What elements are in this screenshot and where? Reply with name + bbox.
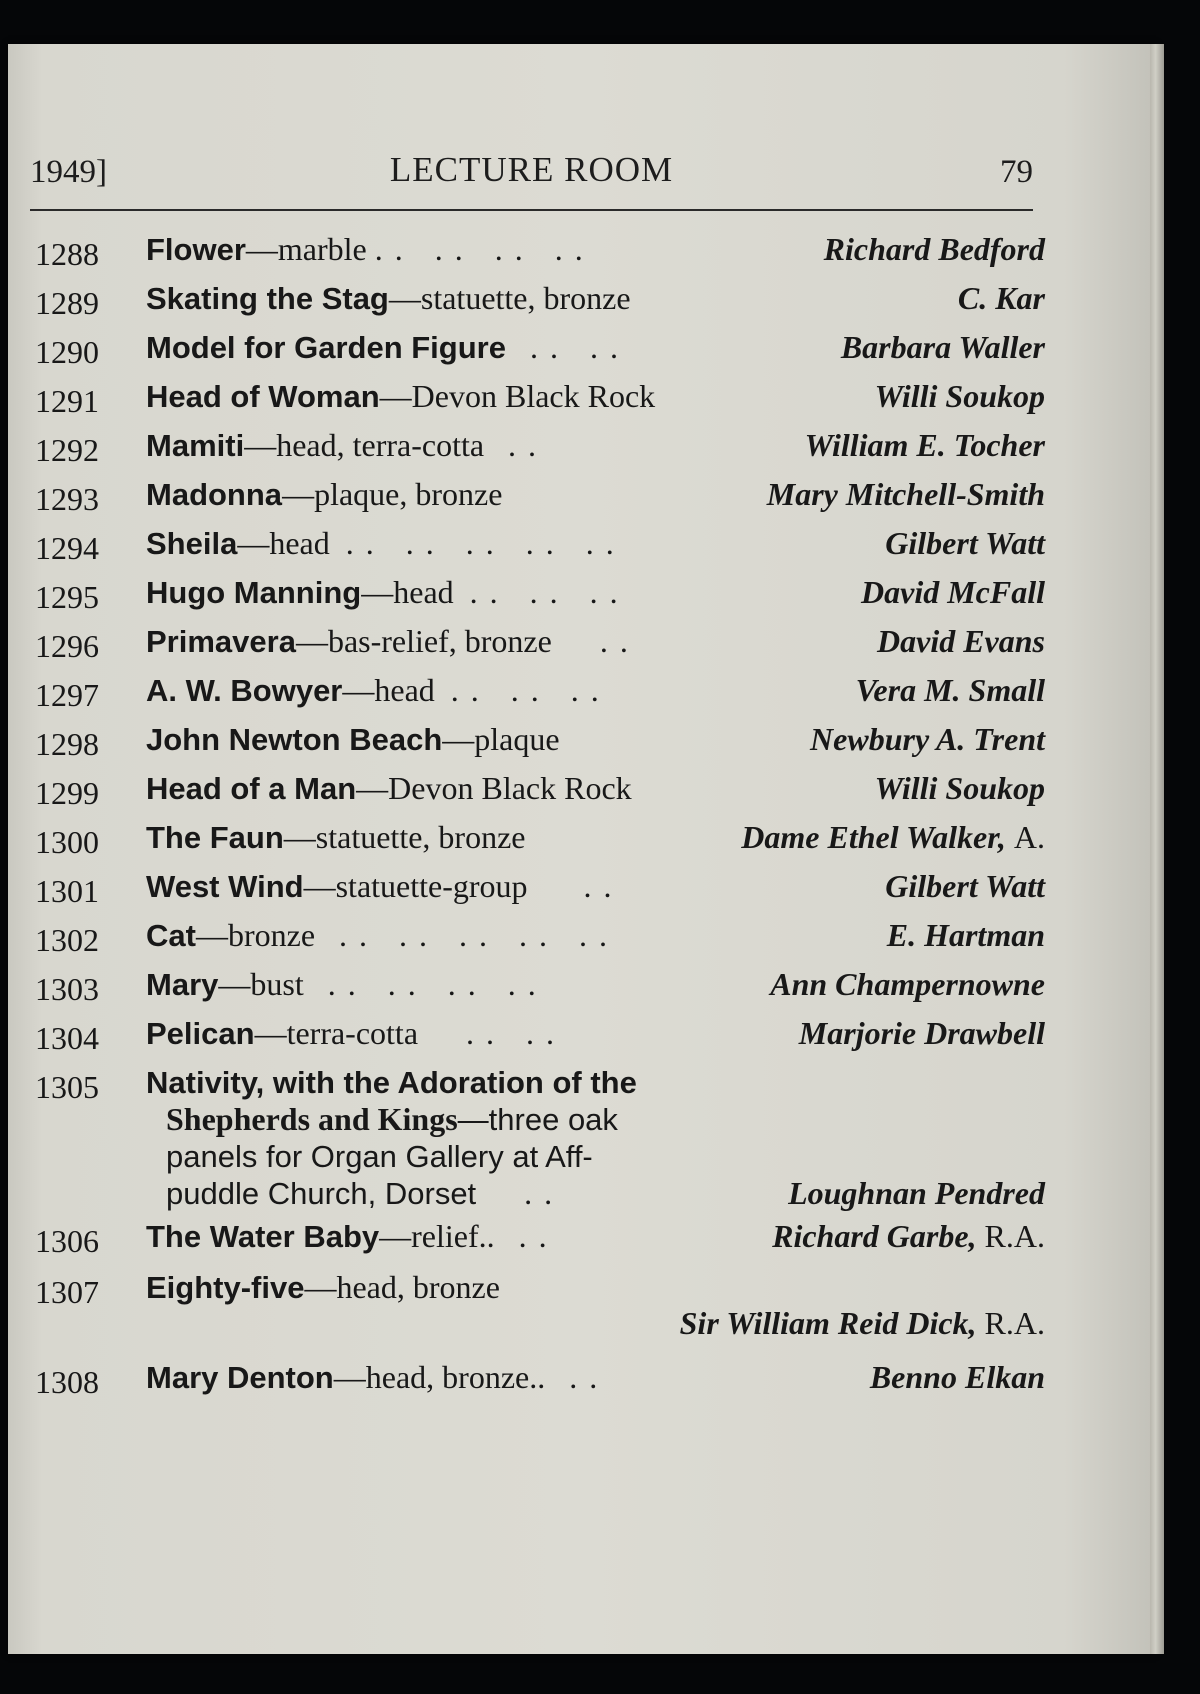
entry-artist: Richard Garbe, R.A. <box>772 1218 1045 1254</box>
entry-artist: Dame Ethel Walker, A. <box>741 819 1045 855</box>
entry-title: Cat <box>146 918 196 953</box>
catalogue-entry <box>35 1065 1045 1219</box>
entry-number: 1304 <box>35 1020 99 1056</box>
entry-artist: Mary Mitchell-Smith <box>766 476 1045 512</box>
entry-medium: —statuette, bronze <box>388 280 631 316</box>
entry-artist: Sir William Reid Dick, R.A. <box>679 1305 1045 1341</box>
entry-title: Pelican <box>146 1016 255 1051</box>
entry-medium: —head <box>237 525 330 561</box>
entry-description <box>146 1270 500 1305</box>
catalogue-entries <box>35 232 1045 1409</box>
entry-number: 1305 <box>35 1069 99 1105</box>
catalogue-entry <box>35 1360 1045 1409</box>
entry-number: 1302 <box>35 922 99 958</box>
entry-artist: C. Kar <box>957 280 1045 316</box>
entry-description <box>146 967 548 1002</box>
entry-medium: —head, terra-cotta <box>244 427 485 463</box>
entry-number: 1292 <box>35 432 99 468</box>
entry-description <box>146 526 626 561</box>
entry-description <box>146 477 502 512</box>
entry-number: 1303 <box>35 971 99 1007</box>
entry-description <box>146 771 632 806</box>
entry-medium: —plaque, bronze <box>282 476 503 512</box>
dot-leader: .. <box>518 1218 559 1254</box>
entry-number: 1295 <box>35 579 99 615</box>
entry-description <box>146 1360 609 1395</box>
entry-description <box>146 624 640 659</box>
entry-medium: —Devon Black Rock <box>356 770 632 806</box>
entry-medium: —statuette-group <box>303 868 528 904</box>
dot-leader: .. .. <box>529 329 630 365</box>
catalogue-entry <box>35 575 1045 624</box>
entry-description <box>146 1219 559 1254</box>
catalogue-entry <box>35 232 1045 281</box>
dot-leader: .. .. .. .. .. <box>345 525 626 561</box>
entry-artist: Richard Bedford <box>823 231 1045 267</box>
entry-title: Mary Denton <box>146 1360 334 1395</box>
entry-number: 1296 <box>35 628 99 664</box>
catalogue-entry <box>35 771 1045 820</box>
entry-title: Mary <box>146 967 219 1002</box>
dot-leader: .. <box>508 427 549 463</box>
entry-artist: Barbara Waller <box>840 329 1045 365</box>
entry-title: The Faun <box>146 820 284 855</box>
entry-medium: —bas-relief, bronze <box>295 623 552 659</box>
entry-artist: Marjorie Drawbell <box>798 1015 1045 1051</box>
catalogue-entry <box>35 624 1045 673</box>
entry-description <box>146 575 630 610</box>
entry-description <box>146 673 611 708</box>
entry-artist: Vera M. Small <box>855 672 1045 708</box>
entry-number: 1301 <box>35 873 99 909</box>
catalogue-entry <box>35 967 1045 1016</box>
entry-number: 1297 <box>35 677 99 713</box>
catalogue-entry <box>35 722 1045 771</box>
dot-leader: .. .. .. .. .. <box>339 917 620 953</box>
dot-leader: .. .. .. .. <box>374 231 595 267</box>
dot-leader: .. <box>583 868 624 904</box>
entry-artist: Willi Soukop <box>874 770 1045 806</box>
entry-number: 1290 <box>35 334 99 370</box>
catalogue-entry <box>35 1016 1045 1065</box>
entry-medium: —plaque <box>442 721 560 757</box>
entry-title: Hugo Manning <box>146 575 362 610</box>
entry-title: West Wind <box>146 869 304 904</box>
entry-artist: Gilbert Watt <box>885 868 1045 904</box>
catalogue-entry <box>35 330 1045 379</box>
entry-title: Model for Garden Figure <box>146 330 506 365</box>
entry-medium: —statuette, bronze <box>283 819 526 855</box>
entry-artist: David Evans <box>877 623 1045 659</box>
entry-description <box>146 428 548 463</box>
entry-artist: Newbury A. Trent <box>810 721 1045 757</box>
entry-title: Flower <box>146 232 246 267</box>
entry-number: 1289 <box>35 285 99 321</box>
entry-title: Primavera <box>146 624 296 659</box>
entry-description <box>146 379 655 414</box>
catalogue-entry <box>35 1270 1045 1360</box>
catalogue-entry <box>35 869 1045 918</box>
entry-title: Head of Woman <box>146 379 380 414</box>
entry-medium: —relief.. <box>379 1218 495 1254</box>
entry-medium: —head, bronze <box>304 1269 500 1305</box>
entry-description <box>146 281 631 316</box>
catalogue-entry <box>35 820 1045 869</box>
entry-number: 1307 <box>35 1274 99 1310</box>
entry-title: Skating the Stag <box>146 281 389 316</box>
entry-medium: —marble <box>245 231 367 267</box>
entry-title: Mamiti <box>146 428 245 463</box>
entry-number: 1288 <box>35 236 99 272</box>
entry-artist: William E. Tocher <box>804 427 1045 463</box>
dot-leader: .. .. .. <box>469 574 630 610</box>
entry-title: Head of a Man <box>146 771 357 806</box>
entry-title: Sheila <box>146 526 238 561</box>
entry-title: A. W. Bowyer <box>146 673 343 708</box>
entry-artist: Ann Champernowne <box>770 966 1045 1002</box>
entry-description <box>146 232 595 267</box>
entry-number: 1300 <box>35 824 99 860</box>
dot-leader: .. <box>569 1359 610 1395</box>
entry-title: Eighty-five <box>146 1270 305 1305</box>
entry-artist: Willi Soukop <box>874 378 1045 414</box>
entry-medium-line: puddle Church, Dorset .. <box>166 1175 565 1211</box>
entry-description <box>146 330 630 365</box>
entry-title: John Newton Beach <box>146 722 443 757</box>
entry-artist: E. Hartman <box>886 917 1045 953</box>
entry-artist: Benno Elkan <box>869 1359 1045 1395</box>
entry-description <box>146 820 525 855</box>
entry-medium: —bronze <box>195 917 316 953</box>
entry-medium: —bust <box>218 966 304 1002</box>
entry-description <box>146 722 560 757</box>
entry-number: 1294 <box>35 530 99 566</box>
entry-description <box>146 918 619 953</box>
entry-title: The Water Baby <box>146 1219 380 1254</box>
entry-number: 1291 <box>35 383 99 419</box>
catalogue-entry <box>35 281 1045 330</box>
entry-title-line: Shepherds and Kings—three oak <box>166 1101 618 1137</box>
entry-artist: Loughnan Pendred <box>788 1175 1045 1211</box>
entry-medium: —head, bronze.. <box>333 1359 546 1395</box>
entry-medium: —terra-cotta <box>254 1015 419 1051</box>
dot-leader: .. .. .. .. <box>327 966 548 1002</box>
entry-artist: David McFall <box>861 574 1045 610</box>
catalogue-entry <box>35 526 1045 575</box>
page-title: LECTURE ROOM <box>389 150 674 189</box>
entry-number: 1308 <box>35 1364 99 1400</box>
catalogue-entry <box>35 477 1045 526</box>
catalogue-entry <box>35 428 1045 477</box>
entry-number: 1299 <box>35 775 99 811</box>
entry-number: 1298 <box>35 726 99 762</box>
catalogue-entry <box>35 1219 1045 1270</box>
dot-leader: .. <box>599 623 640 659</box>
catalogue-entry <box>35 379 1045 428</box>
entry-description <box>146 1016 566 1051</box>
entry-medium: —head <box>342 672 435 708</box>
page-edge <box>1150 44 1164 1654</box>
entry-medium: —head <box>361 574 454 610</box>
entry-title-line: Nativity, with the Adoration of the <box>146 1065 637 1100</box>
header-rule <box>30 209 1033 211</box>
entry-description <box>146 869 624 904</box>
catalogue-entry <box>35 918 1045 967</box>
catalogue-entry <box>35 673 1045 722</box>
dot-leader: .. .. <box>466 1015 567 1051</box>
entry-artist: Gilbert Watt <box>885 525 1045 561</box>
entry-title: Madonna <box>146 477 283 512</box>
entry-medium-line: panels for Organ Gallery at Aff- <box>166 1139 593 1174</box>
dot-leader: .. .. .. <box>450 672 611 708</box>
page-number: 79 <box>1000 154 1033 190</box>
entry-number: 1293 <box>35 481 99 517</box>
header-year: 1949] <box>30 154 107 190</box>
entry-medium: —Devon Black Rock <box>379 378 656 414</box>
running-header <box>30 150 1033 202</box>
entry-number: 1306 <box>35 1223 99 1259</box>
